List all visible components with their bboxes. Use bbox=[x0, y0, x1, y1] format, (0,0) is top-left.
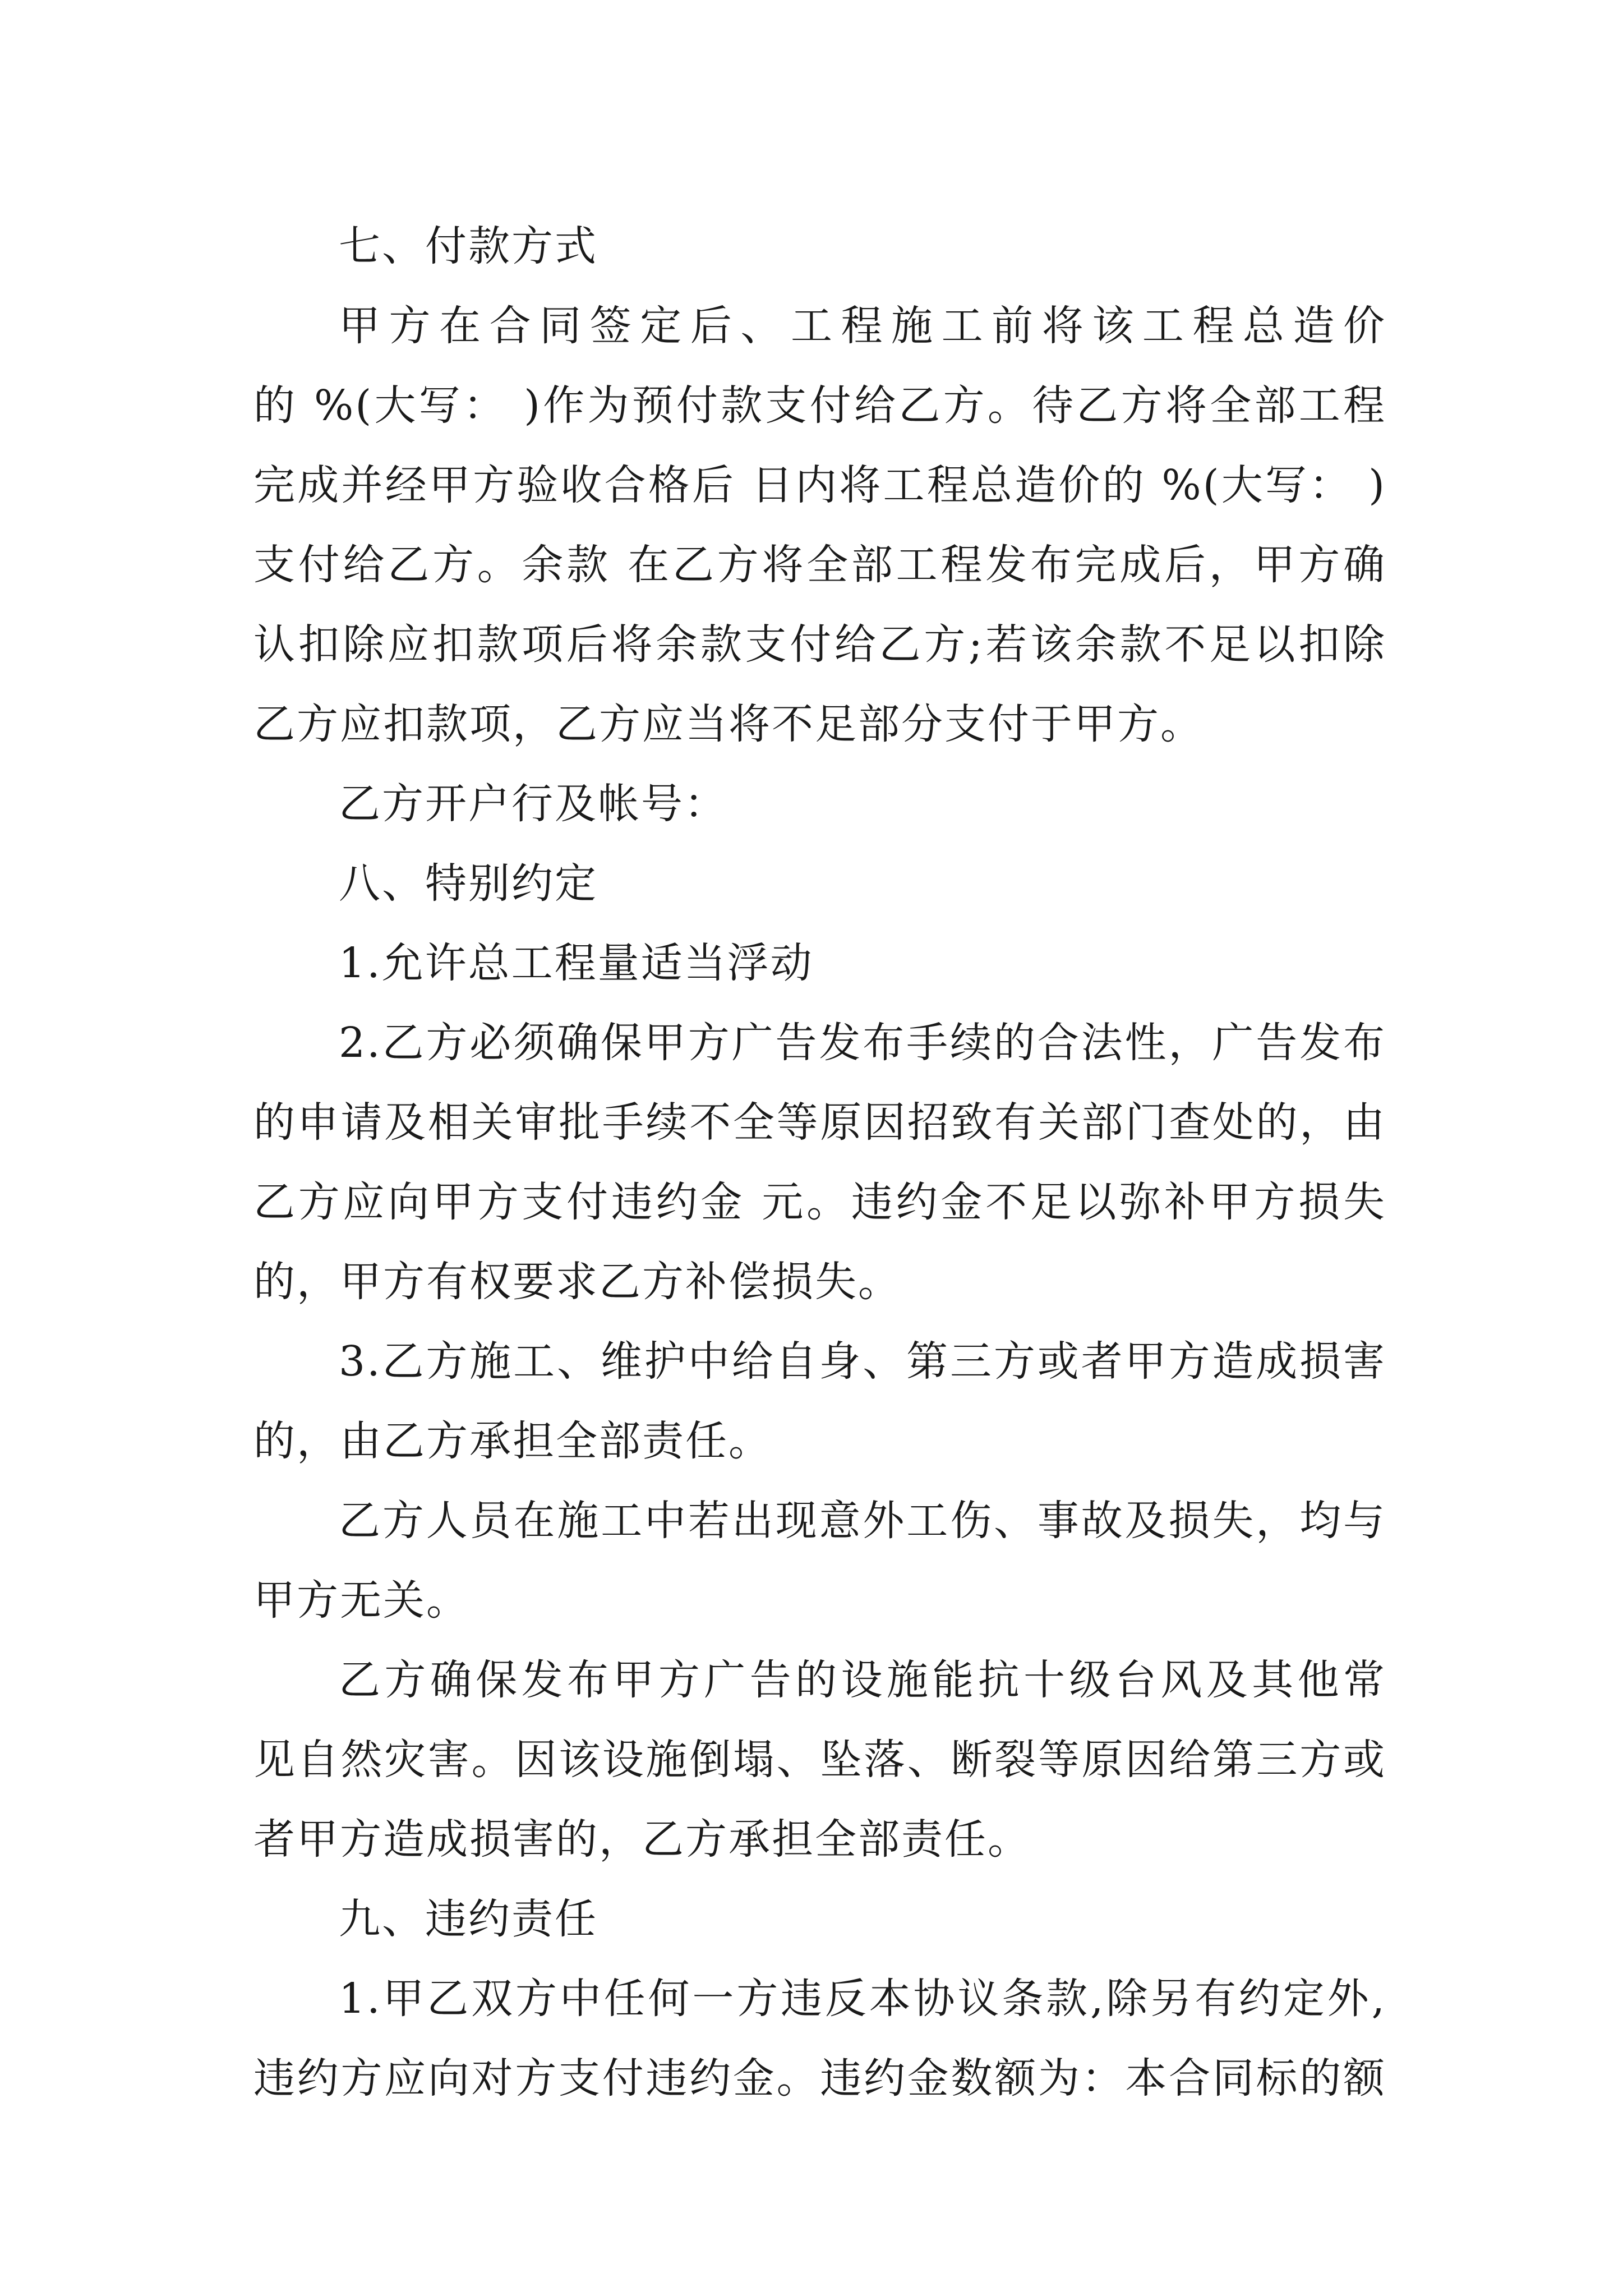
section-heading-breach: 九、违约责任 bbox=[339, 1895, 598, 1943]
paragraph-line: 的申请及相关审批手续不全等原因招致有关部门查处的，由 bbox=[253, 1098, 1386, 1147]
bank-account-line: 乙方开户行及帐号： bbox=[339, 780, 727, 828]
paragraph-line: 乙方确保发布甲方广告的设施能抗十级台风及其他常 bbox=[339, 1656, 1386, 1704]
clause-line: 1.允许总工程量适当浮动 bbox=[339, 939, 814, 987]
paragraph-line: 甲方无关。 bbox=[253, 1576, 469, 1625]
paragraph-line: 1.甲乙双方中任何一方违反本协议条款,除另有约定外, bbox=[339, 1975, 1386, 2023]
paragraph-line: 乙方应扣款项，乙方应当将不足部分支付于甲方。 bbox=[253, 700, 1204, 748]
paragraph-line: 3.乙方施工、维护中给自身、第三方或者甲方造成损害 bbox=[339, 1337, 1386, 1386]
paragraph-line: 完成并经甲方验收合格后 日内将工程总造价的 %(大写： ) bbox=[253, 461, 1386, 509]
paragraph-line: 甲方在合同签定后、工程施工前将该工程总造价 bbox=[339, 302, 1386, 350]
section-heading-payment: 七、付款方式 bbox=[339, 222, 598, 270]
paragraph-line: 的，由乙方承担全部责任。 bbox=[253, 1417, 772, 1465]
paragraph-line: 2.乙方必须确保甲方广告发布手续的合法性，广告发布 bbox=[339, 1019, 1386, 1067]
paragraph-line: 乙方应向甲方支付违约金 元。违约金不足以弥补甲方损失 bbox=[253, 1178, 1386, 1226]
paragraph-line: 违约方应向对方支付违约金。违约金数额为：本合同标的额 bbox=[253, 2054, 1386, 2102]
paragraph-line: 支付给乙方。余款 在乙方将全部工程发布完成后，甲方确 bbox=[253, 541, 1386, 589]
paragraph-line: 的，甲方有权要求乙方补偿损失。 bbox=[253, 1258, 901, 1306]
paragraph-line: 见自然灾害。因该设施倒塌、坠落、断裂等原因给第三方或 bbox=[253, 1736, 1386, 1784]
section-heading-special-terms: 八、特别约定 bbox=[339, 859, 598, 908]
paragraph-line: 乙方人员在施工中若出现意外工伤、事故及损失，均与 bbox=[339, 1497, 1386, 1545]
paragraph-line: 者甲方造成损害的，乙方承担全部责任。 bbox=[253, 1815, 1031, 1864]
paragraph-line: 认扣除应扣款项后将余款支付给乙方;若该余款不足以扣除 bbox=[253, 620, 1386, 669]
contract-text bbox=[253, 206, 1386, 2118]
paragraph-line: 的 %(大写： )作为预付款支付给乙方。待乙方将全部工程 bbox=[253, 381, 1386, 430]
